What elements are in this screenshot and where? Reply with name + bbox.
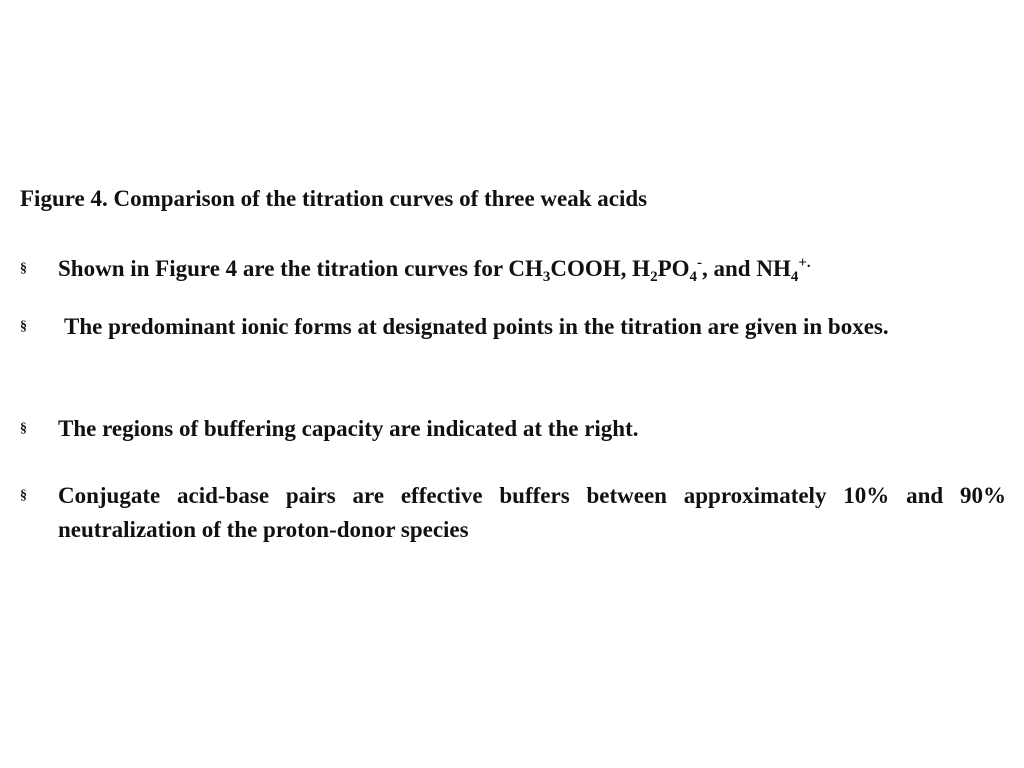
superscript: +. (798, 255, 811, 271)
bullet-item-titration-curves (20, 252, 1006, 286)
bullet-text: Conjugate acid-base pairs are effective buffers between approximately 10% and 90% neutralization of the proton-donor species (58, 483, 1006, 542)
bullet-text: The predominant ionic forms at designated points in the titration are given in boxes. (64, 314, 889, 339)
subscript: 4 (790, 269, 799, 285)
text-segment: Shown in Figure 4 are the titration curves for CH (58, 256, 543, 281)
figure-caption-title: Figure 4. Comparison of the titration curves of three weak acids (20, 186, 648, 211)
bullet-text: The regions of buffering capacity are indicated at the right. (58, 416, 639, 441)
subscript: 3 (542, 269, 551, 285)
bullet-item-buffering-regions (20, 412, 1006, 446)
bullet-text (58, 252, 1006, 286)
bullet-square-icon: § (20, 488, 27, 503)
bullet-square-icon: § (20, 421, 27, 436)
subscript: 4 (689, 269, 698, 285)
bullet-item-conjugate-pairs (20, 479, 1006, 547)
bullet-square-icon: § (20, 261, 27, 276)
bullet-square-icon: § (20, 319, 27, 334)
superscript: - (697, 255, 703, 271)
subscript: 2 (650, 269, 658, 285)
text-segment: PO (657, 256, 690, 281)
bullet-item-ionic-forms (20, 310, 1006, 344)
text-segment: , and NH (702, 256, 791, 281)
text-segment: COOH, H (550, 256, 651, 281)
